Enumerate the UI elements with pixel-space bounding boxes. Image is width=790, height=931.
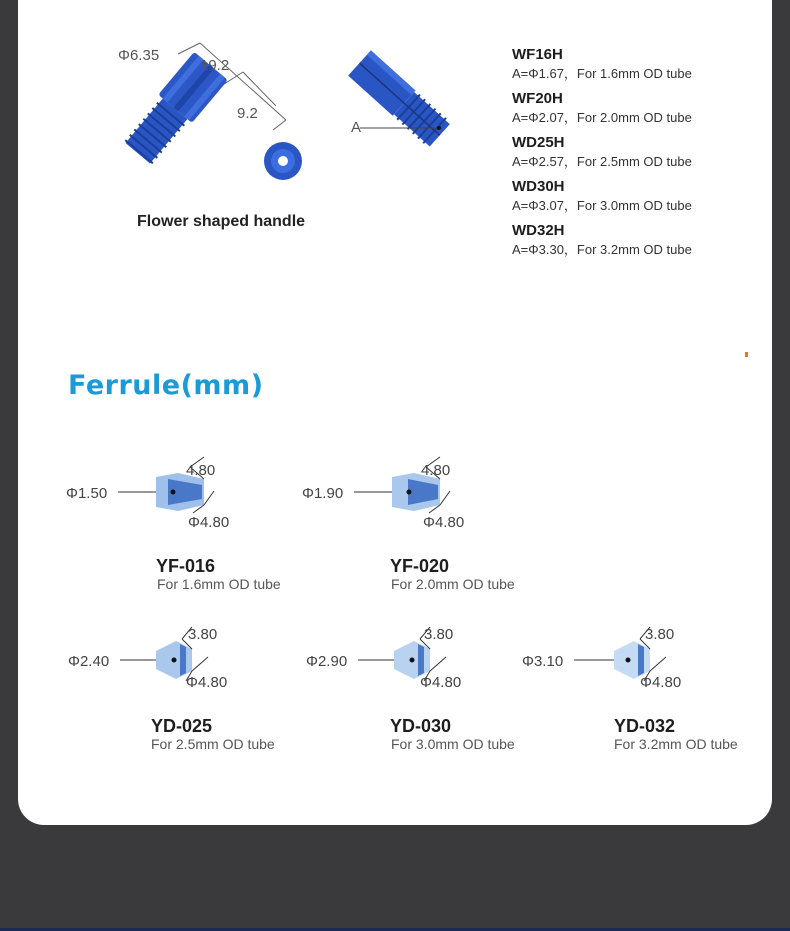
ferrule-code: YD-030 — [390, 716, 452, 736]
model-list — [512, 46, 752, 266]
model-item — [512, 46, 752, 90]
model-item — [512, 134, 752, 178]
ferrule-inner: Φ3.10 — [522, 653, 564, 670]
ferrule-code: YF-016 — [156, 556, 216, 576]
ferrule-outer: Φ4.80 — [420, 674, 462, 691]
ferrule-outer: Φ4.80 — [188, 514, 230, 531]
ferrule-desc: For 2.0mm OD tube — [391, 576, 515, 592]
ferrule-length: 3.80 — [188, 626, 218, 643]
model-desc: A=Φ3.30，For 3.2mm OD tube — [512, 242, 692, 257]
ferrule-inner: Φ2.90 — [306, 653, 348, 670]
ferrule-desc: For 2.5mm OD tube — [151, 736, 275, 752]
dim-length: 19.2 — [200, 57, 230, 74]
decorative-mark — [745, 352, 748, 357]
model-desc: A=Φ2.07，For 2.0mm OD tube — [512, 110, 692, 125]
ferrule-desc: For 3.0mm OD tube — [391, 736, 515, 752]
ferrule-length: 3.80 — [645, 626, 675, 643]
model-code: WF20H — [512, 90, 563, 107]
model-desc: A=Φ1.67，For 1.6mm OD tube — [512, 66, 692, 81]
ferrule-outer: Φ4.80 — [186, 674, 228, 691]
ferrule-code: YD-032 — [614, 716, 676, 736]
dim-thread: 9.2 — [237, 105, 258, 122]
ferrule-outer: Φ4.80 — [423, 514, 465, 531]
ferrule-desc: For 1.6mm OD tube — [157, 576, 281, 592]
model-item — [512, 90, 752, 134]
model-code: WD25H — [512, 134, 565, 151]
ferrule-length: 4.80 — [421, 462, 451, 479]
model-desc: A=Φ3.07，For 3.0mm OD tube — [512, 198, 692, 213]
ferrule-desc: For 3.2mm OD tube — [614, 736, 738, 752]
ferrule-code: YD-025 — [151, 716, 213, 736]
model-code: WD32H — [512, 222, 565, 239]
fitting-caption: Flower shaped handle — [137, 213, 306, 230]
model-item — [512, 178, 752, 222]
ferrule-length: 3.80 — [424, 626, 454, 643]
ferrule-length: 4.80 — [186, 462, 216, 479]
section-title: Ferrule(mm) — [68, 370, 264, 401]
dim-diameter: Φ6.35 — [118, 47, 160, 64]
label-a: A — [351, 119, 362, 136]
model-desc: A=Φ2.57，For 2.5mm OD tube — [512, 154, 692, 169]
ferrule-inner: Φ1.50 — [66, 485, 108, 502]
ferrule-inner: Φ1.90 — [302, 485, 344, 502]
ferrule-code: YF-020 — [390, 556, 450, 576]
content-card — [18, 0, 772, 825]
ferrule-outer: Φ4.80 — [640, 674, 682, 691]
model-item — [512, 222, 752, 266]
model-code: WD30H — [512, 178, 565, 195]
model-code: WF16H — [512, 46, 563, 63]
ferrule-inner: Φ2.40 — [68, 653, 110, 670]
